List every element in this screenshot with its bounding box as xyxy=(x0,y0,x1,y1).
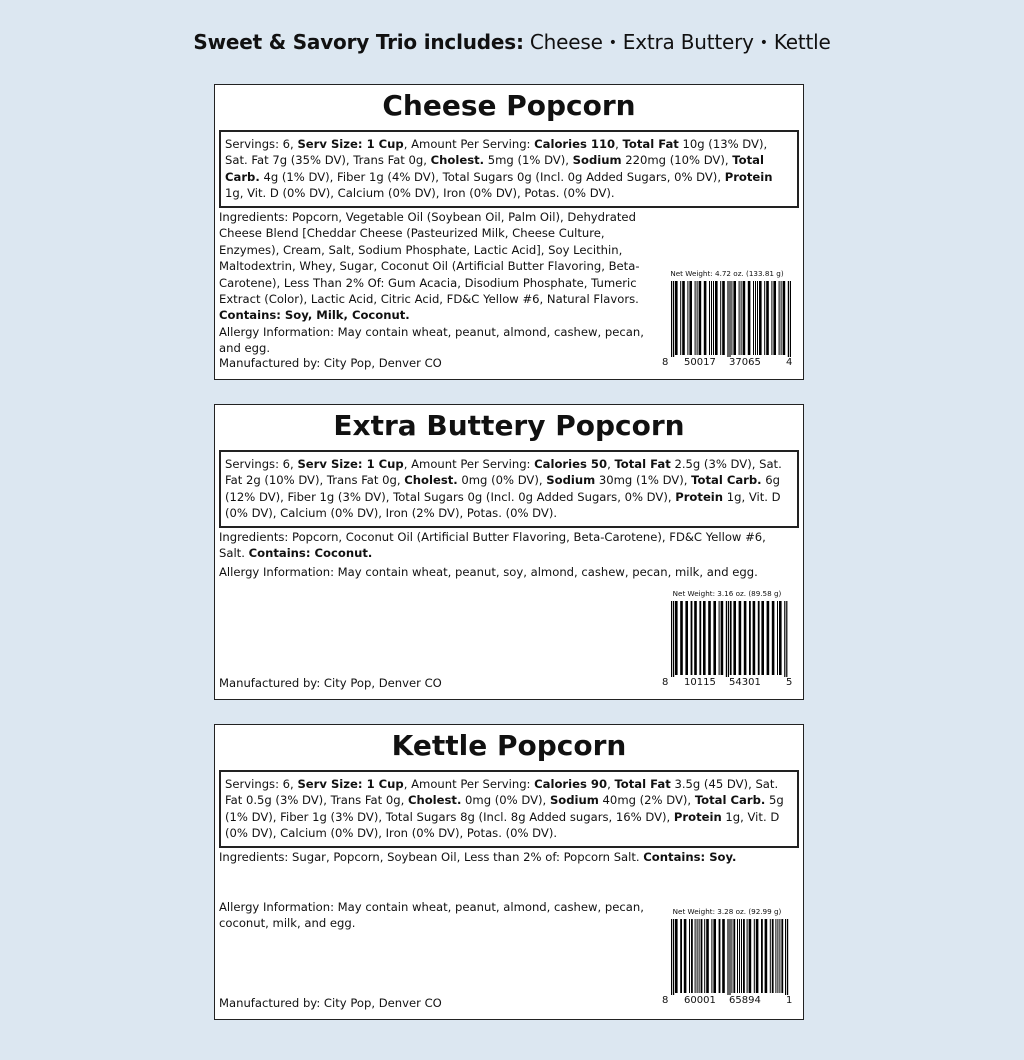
barcode-bar xyxy=(722,919,725,993)
barcode-bar xyxy=(785,919,786,995)
barcode-digit-left: 50017 xyxy=(684,357,716,368)
net-weight-text: Net Weight: 3.16 oz. (89.58 g) xyxy=(672,589,782,598)
barcode-bar xyxy=(727,281,728,357)
barcode-bar xyxy=(704,919,705,993)
manufacturer-text: Manufactured by: City Pop, Denver CO xyxy=(219,356,442,370)
kettle-popcorn-label xyxy=(214,724,804,1020)
header-item-cheese: Cheese xyxy=(529,30,603,54)
barcode-digit-check: 4 xyxy=(786,357,793,368)
barcode-digit-check: 5 xyxy=(786,677,793,688)
barcode-bar xyxy=(719,601,720,675)
barcode-bar xyxy=(728,601,729,677)
barcode-bar xyxy=(775,919,776,993)
barcode-bar xyxy=(731,919,732,993)
barcode-bar xyxy=(783,281,786,355)
barcode-bar xyxy=(697,919,698,993)
ingredients-text xyxy=(219,209,651,357)
barcode-bar xyxy=(737,919,738,993)
barcode-digit-left: 60001 xyxy=(684,995,716,1006)
barcode-bar xyxy=(748,281,751,355)
barcode-bar xyxy=(777,601,778,675)
barcode-bar xyxy=(675,281,678,355)
barcode-bar xyxy=(739,601,742,675)
extra-buttery-popcorn-label xyxy=(214,404,804,700)
barcode-bar xyxy=(711,281,712,355)
barcode-bar xyxy=(691,919,693,993)
barcode-digit-lead: 8 xyxy=(662,677,669,688)
barcode-bar xyxy=(772,601,775,675)
barcode-bar xyxy=(711,919,712,993)
header-prefix: Sweet & Savory Trio includes: xyxy=(193,30,524,54)
barcode-bar xyxy=(706,919,709,993)
barcode-bar xyxy=(727,919,728,995)
manufacturer-text: Manufactured by: City Pop, Denver CO xyxy=(219,996,442,1010)
ingredients-text xyxy=(219,849,789,865)
barcode-bar xyxy=(749,919,752,993)
header-item-kettle: Kettle xyxy=(773,30,831,54)
barcode-bar xyxy=(680,281,681,355)
allergy-information: Allergy Information: May contain wheat, peanut, almond, cashew, pecan, coconut, milk, and egg. xyxy=(219,900,644,931)
barcode-bar xyxy=(689,919,690,993)
barcode-bar xyxy=(743,919,745,993)
barcode-bar xyxy=(741,281,742,355)
barcode-bar xyxy=(691,601,693,675)
barcode-bar xyxy=(695,281,696,355)
barcode-bar xyxy=(741,919,742,993)
cheese-popcorn-label xyxy=(214,84,804,380)
net-weight-text: Net Weight: 4.72 oz. (133.81 g) xyxy=(670,269,784,278)
label-title: Extra Buttery Popcorn xyxy=(333,409,685,442)
barcode-bar xyxy=(781,281,782,355)
barcode-bar xyxy=(753,281,754,355)
barcode-bar xyxy=(759,281,762,355)
barcode-bar xyxy=(747,919,748,993)
barcode xyxy=(661,589,793,689)
barcode-bar xyxy=(764,281,765,355)
barcode-bar xyxy=(708,601,711,675)
barcode-bar xyxy=(757,281,758,355)
barcode-bar xyxy=(761,601,764,675)
barcode-bar xyxy=(770,919,771,993)
barcode-digit-left: 10115 xyxy=(684,677,716,688)
barcode-bar xyxy=(790,281,791,357)
barcode-bar xyxy=(767,601,770,675)
barcode-bar xyxy=(733,919,735,993)
barcode-bar xyxy=(687,281,688,355)
barcode-digits xyxy=(661,357,793,369)
barcode-bar xyxy=(755,281,756,355)
barcode-bar xyxy=(787,919,788,995)
barcode-bar xyxy=(743,281,746,355)
barcode-bar xyxy=(689,281,692,355)
barcode-bar xyxy=(704,281,707,355)
barcode-bar xyxy=(779,601,782,675)
barcode-bar xyxy=(701,919,703,993)
barcode-bar xyxy=(680,919,682,993)
barcode-bar xyxy=(709,281,710,355)
barcode-digit-lead: 8 xyxy=(662,357,669,368)
barcode-bar xyxy=(703,601,706,675)
barcode-bar xyxy=(749,601,751,675)
barcode-bar xyxy=(731,281,732,355)
barcode-digit-right: 37065 xyxy=(729,357,761,368)
header-item-extra-buttery: Extra Buttery xyxy=(622,30,754,54)
barcode-digits xyxy=(661,995,793,1007)
barcode-bars xyxy=(661,281,793,357)
barcode-digit-check: 1 xyxy=(786,995,793,1006)
bullet-separator: • xyxy=(759,35,768,51)
barcode-bar xyxy=(739,919,740,993)
barcode-bar xyxy=(744,601,747,675)
ingredients-list: Ingredients: Sugar, Popcorn, Soybean Oil, Less than 2% of: Popcorn Salt. Contains: Soy. xyxy=(219,850,737,864)
barcode-bars xyxy=(661,601,793,677)
barcode-bar xyxy=(754,919,755,993)
barcode-digit-right: 65894 xyxy=(729,995,761,1006)
nutrition-facts-box: Servings: 6, Serv Size: 1 Cup, Amount Per Serving: Calories 90, Total Fat 3.5g (45 DV), Sat. Fat 0.5g (3% DV), Trans Fat 0g, Cholest. 0mg (0% DV), Sodium 40mg (2% DV), Total Carb. 5g (1% DV), Fiber 1g (3% DV), Total Sugars 8g (Incl. 8g Added sugars, 16% DV), Protein 1g, Vit. D (0% DV), Calcium (0% DV), Iron (0% DV), Potas. (0% DV). xyxy=(219,770,799,848)
allergy-information: Allergy Information: May contain wheat, peanut, soy, almond, cashew, pecan, milk, and egg. xyxy=(219,564,758,579)
label-title: Kettle Popcorn xyxy=(391,729,627,762)
barcode-bar xyxy=(779,919,780,993)
barcode-bar xyxy=(671,919,672,995)
allergy-information: Allergy Information: May contain wheat, peanut, almond, cashew, pecan, and egg. xyxy=(219,324,644,356)
ingredients-list: Ingredients: Popcorn, Coconut Oil (Artificial Butter Flavoring, Beta-Carotene), FD&C Yellow #6, Salt. Contains: Coconut. xyxy=(219,530,766,561)
barcode-bars xyxy=(661,919,793,995)
barcode-bar xyxy=(675,601,678,675)
nutrition-facts-box: Servings: 6, Serv Size: 1 Cup, Amount Per Serving: Calories 110, Total Fat 10g (13% DV), Sat. Fat 7g (35% DV), Trans Fat 0g, Cholest. 5mg (1% DV), Sodium 220mg (10% DV), Total Carb. 4g (1% DV), Fiber 1g (4% DV), Total Sugars 0g (Incl. 0g Added Sugars, 0% DV), Protein 1g, Vit. D (0% DV), Calcium (0% DV), Iron (0% DV), Potas. (0% DV). xyxy=(219,130,799,208)
barcode-bar xyxy=(682,281,685,355)
barcode-bar xyxy=(733,601,736,675)
barcode-bar xyxy=(779,281,780,355)
page-header xyxy=(0,30,1024,54)
barcode-bar xyxy=(761,919,763,993)
barcode-digits xyxy=(661,677,793,689)
barcode-bar xyxy=(684,919,687,993)
barcode-bar xyxy=(673,919,674,995)
barcode-bar xyxy=(685,601,688,675)
barcode-bar xyxy=(739,281,740,355)
barcode-bar xyxy=(772,919,774,993)
barcode-bar xyxy=(673,281,674,357)
barcode-bar xyxy=(781,919,783,993)
barcode-bar xyxy=(675,919,678,993)
barcode xyxy=(661,907,793,1007)
barcode-bar xyxy=(729,281,730,357)
barcode-bar xyxy=(699,281,702,355)
barcode-bar xyxy=(713,601,716,675)
barcode-bar xyxy=(699,601,701,675)
barcode-bar xyxy=(729,919,730,995)
barcode-bar xyxy=(753,601,756,675)
ingredients-list: Ingredients: Popcorn, Vegetable Oil (Soybean Oil, Palm Oil), Dehydrated Cheese Blend [Cheddar Cheese (Pasteurized Milk, Cheese Culture, Enzymes), Cream, Salt, Sodium Phosphate, Lactic Acid], Soy Lecithin, Maltodextrin, Whey, Sugar, Coconut Oil (Artificial Butter Flavoring, Beta-Carotene), Less Than 2% Of: Gum Acacia, Disodium Phosphate, Tumeric Extract (Color), Lactic Acid, Citric Acid, FD&C Yellow #6, Natural Flavors. Contains: Soy, Milk, Coconut. xyxy=(219,210,640,323)
barcode-bar xyxy=(726,601,727,677)
barcode-bar xyxy=(697,281,698,355)
barcode-bar xyxy=(695,919,696,993)
barcode-bar xyxy=(694,601,697,675)
barcode-bar xyxy=(756,919,759,993)
bullet-separator: • xyxy=(608,35,617,51)
net-weight-text: Net Weight: 3.28 oz. (92.99 g) xyxy=(672,907,782,916)
barcode-bar xyxy=(680,601,683,675)
barcode-digit-right: 54301 xyxy=(729,677,761,688)
barcode-bar xyxy=(715,281,718,355)
barcode-bar xyxy=(773,281,776,355)
barcode-bar xyxy=(786,601,787,677)
barcode-bar xyxy=(720,281,721,355)
barcode-bar xyxy=(730,601,732,675)
barcode-bar xyxy=(722,281,725,355)
barcode-bar xyxy=(671,281,672,357)
barcode-bar xyxy=(758,601,760,675)
barcode-bar xyxy=(733,281,736,355)
ingredients-text xyxy=(219,529,789,580)
barcode-bar xyxy=(784,601,785,677)
barcode-bar xyxy=(719,919,721,993)
barcode-digit-lead: 8 xyxy=(662,995,669,1006)
barcode-bar xyxy=(713,919,716,993)
barcode-bar xyxy=(713,281,714,355)
barcode-bar xyxy=(721,601,724,675)
barcode-bar xyxy=(788,281,789,357)
barcode-bar xyxy=(673,601,674,677)
barcode-bar xyxy=(771,281,772,355)
barcode-bar xyxy=(777,919,778,993)
barcode xyxy=(661,269,793,369)
label-title: Cheese Popcorn xyxy=(382,89,636,122)
barcode-bar xyxy=(699,919,700,993)
nutrition-facts-box: Servings: 6, Serv Size: 1 Cup, Amount Per Serving: Calories 50, Total Fat 2.5g (3% DV), Sat. Fat 2g (10% DV), Trans Fat 0g, Cholest. 0mg (0% DV), Sodium 30mg (1% DV), Total Carb. 6g (12% DV), Fiber 1g (3% DV), Total Sugars 0g (Incl. 0g Added Sugars, 0% DV), Protein 1g, Vit. D (0% DV), Calcium (0% DV), Iron (2% DV), Potas. (0% DV). xyxy=(219,450,799,528)
barcode-bar xyxy=(766,281,769,355)
manufacturer-text: Manufactured by: City Pop, Denver CO xyxy=(219,676,442,690)
barcode-bar xyxy=(765,919,768,993)
barcode-bar xyxy=(671,601,672,677)
